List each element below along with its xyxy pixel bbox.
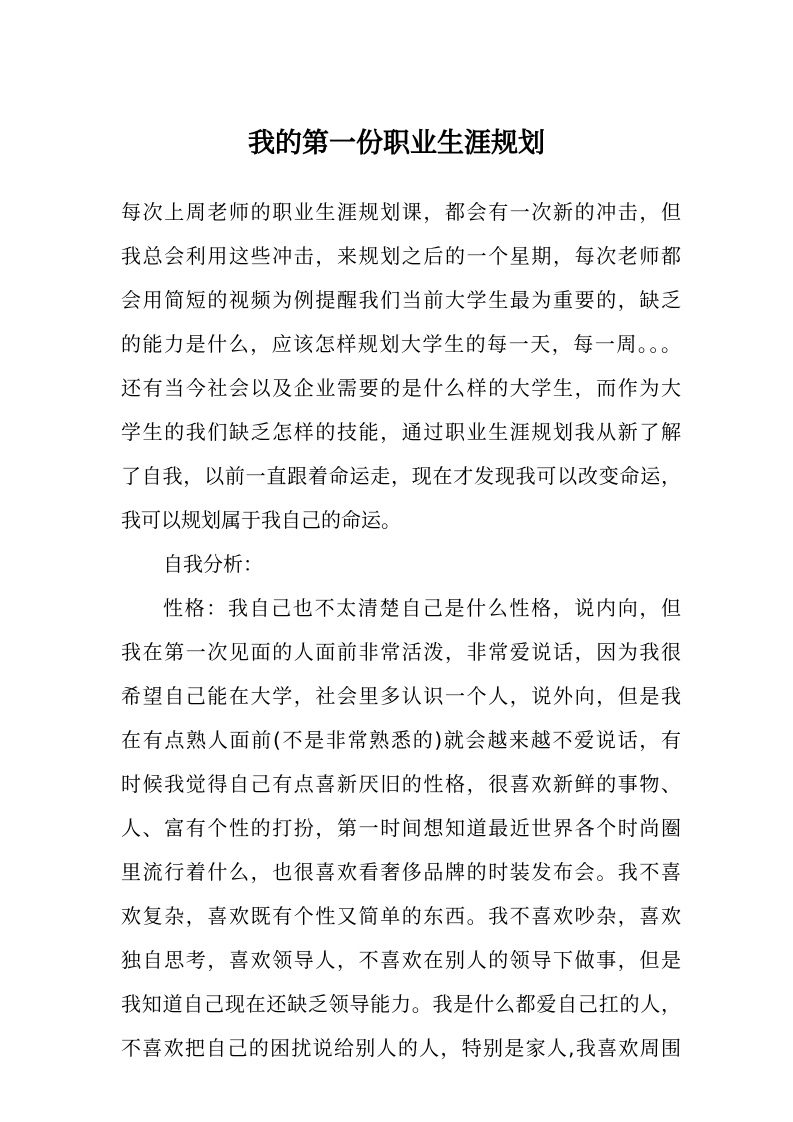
body-line: 欢复杂，喜欢既有个性又简单的东西。我不喜欢吵杂，喜欢: [121, 904, 681, 928]
document-title: 我的第一份职业生涯规划: [248, 128, 545, 159]
body-line: 不喜欢把自己的困扰说给别人的人，特别是家人,我喜欢周围: [121, 1036, 681, 1060]
body-line: 性格：我自己也不太清楚自己是什么性格，说内向，但: [163, 596, 681, 620]
body-line: 每次上周老师的职业生涯规划课，都会有一次新的冲击，但: [121, 200, 681, 224]
body-line: 人、富有个性的打扮，第一时间想知道最近世界各个时尚圈: [121, 816, 681, 840]
body-line: 独自思考，喜欢领导人，不喜欢在别人的领导下做事，但是: [121, 948, 681, 972]
body-line: 我总会利用这些冲击，来规划之后的一个星期，每次老师都: [121, 244, 681, 268]
section-heading: 自我分析：: [163, 552, 263, 576]
body-line: 的能力是什么，应该怎样规划大学生的每一天，每一周。。。: [121, 332, 681, 356]
body-line: 了自我，以前一直跟着命运走，现在才发现我可以改变命运，: [121, 464, 681, 488]
body-line: 里流行着什么，也很喜欢看奢侈品牌的时装发布会。我不喜: [121, 860, 681, 884]
body-line: 在有点熟人面前(不是非常熟悉的)就会越来越不爱说话，有: [121, 728, 681, 752]
body-line: 会用简短的视频为例提醒我们当前大学生最为重要的，缺乏: [121, 288, 681, 312]
body-line: 还有当今社会以及企业需要的是什么样的大学生，而作为大: [121, 376, 681, 400]
body-line: 学生的我们缺乏怎样的技能，通过职业生涯规划我从新了解: [121, 420, 681, 444]
body-line: 希望自己能在大学，社会里多认识一个人，说外向，但是我: [121, 684, 681, 708]
body-line: 我知道自己现在还缺乏领导能力。我是什么都爱自己扛的人，: [121, 992, 681, 1016]
body-line: 时候我觉得自己有点喜新厌旧的性格，很喜欢新鲜的事物、: [121, 772, 681, 796]
body-line: 我可以规划属于我自己的命运。: [121, 508, 401, 532]
body-line: 我在第一次见面的人面前非常活泼，非常爱说话，因为我很: [121, 640, 681, 664]
